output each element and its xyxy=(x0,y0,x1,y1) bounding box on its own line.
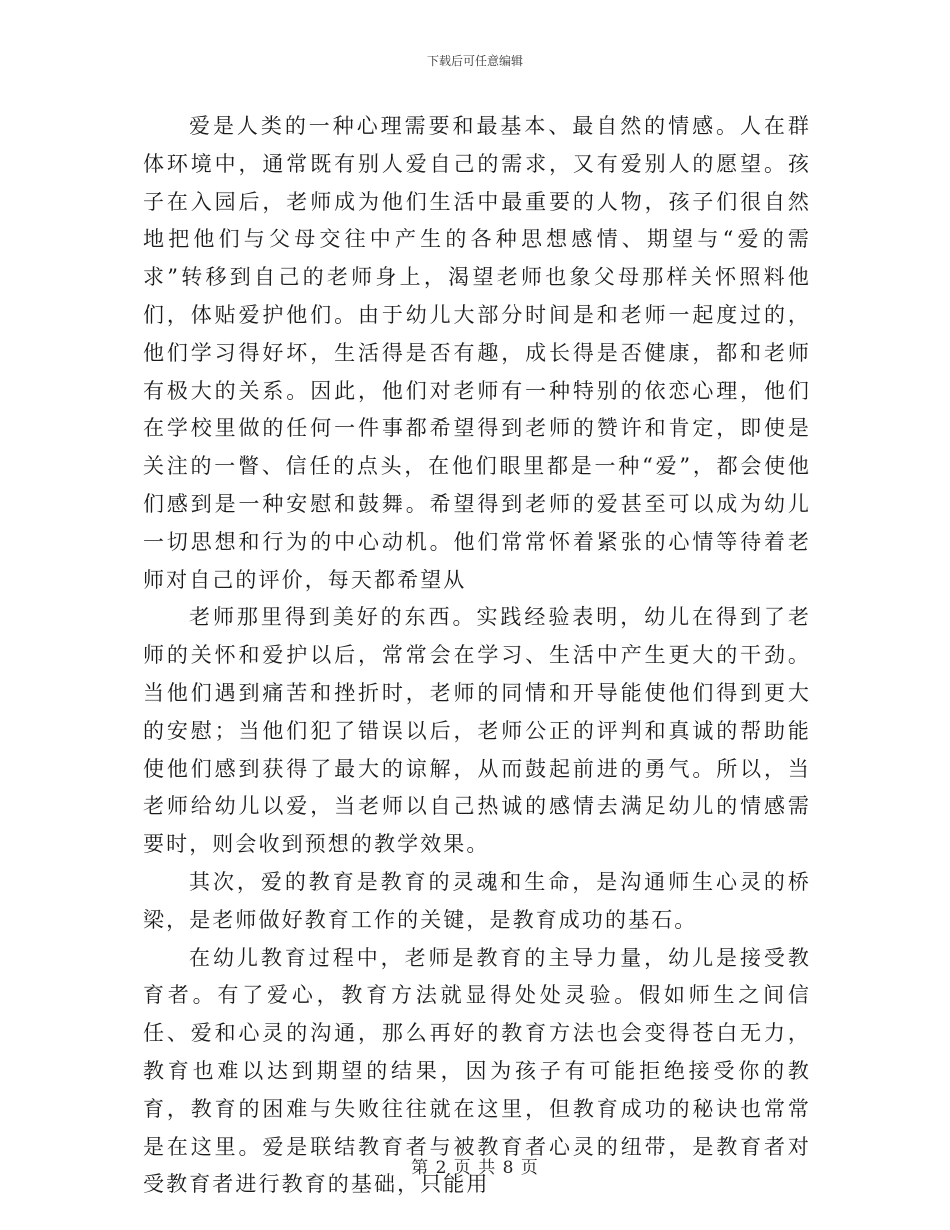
page-number: 第 2 页 共 8 页 xyxy=(411,1158,539,1178)
paragraph: 在幼儿教育过程中，老师是教育的主导力量，幼儿是接受教育者。有了爱心，教育方法就显得处处灵验。假如师生之间信任、爱和心灵的沟通，那么再好的教育方法也会变得苍白无力，教育也难以达到期望的结果，因为孩子有可能拒绝接受你的教育，教育的困难与失败往往就在这里，但教育成功的秘诀也常常是在这里。爱是联结教育者与被教育者心灵的纽带，是教育者对受教育者进行教育的基础，只能用 xyxy=(143,945,811,1197)
paragraph: 其次，爱的教育是教育的灵魂和生命，是沟通师生心灵的桥梁，是老师做好教育工作的关键，是教育成功的基石。 xyxy=(143,869,811,932)
paragraph: 老师那里得到美好的东西。实践经验表明，幼儿在得到了老师的关怀和爱护以后，常常会在学习、生活中产生更大的干劲。当他们遇到痛苦和挫折时，老师的同情和开导能使他们得到更大的安慰；当他们犯了错误以后，老师公正的评判和真诚的帮助能使他们感到获得了最大的谅解，从而鼓起前进的勇气。所以，当老师给幼儿以爱，当老师以自己热诚的感情去满足幼儿的情感需要时，则会收到预想的教学效果。 xyxy=(143,605,811,857)
paragraph: 爱是人类的一种心理需要和最基本、最自然的情感。人在群体环境中，通常既有别人爱自己的需求，又有爱别人的愿望。孩子在入园后，老师成为他们生活中最重要的人物，孩子们很自然地把他们与父母交往中产生的各种思想感情、期望与“爱的需求”转移到自己的老师身上，渴望老师也象父母那样关怀照料他们，体贴爱护他们。由于幼儿大部分时间是和老师一起度过的，他们学习得好坏，生活得是否有趣，成长得是否健康，都和老师有极大的关系。因此，他们对老师有一种特别的依恋心理，他们在学校里做的任何一件事都希望得到老师的赞许和肯定，即使是关注的一瞥、信任的点头，在他们眼里都是一种“爱”，都会使他们感到是一种安慰和鼓舞。希望得到老师的爱甚至可以成为幼儿一切思想和行为的中心动机。他们常常怀着紧张的心情等待着老师对自己的评价，每天都希望从 xyxy=(143,114,811,592)
document-body xyxy=(143,108,811,1204)
page-header-note: 下载后可任意编辑 xyxy=(426,54,523,68)
